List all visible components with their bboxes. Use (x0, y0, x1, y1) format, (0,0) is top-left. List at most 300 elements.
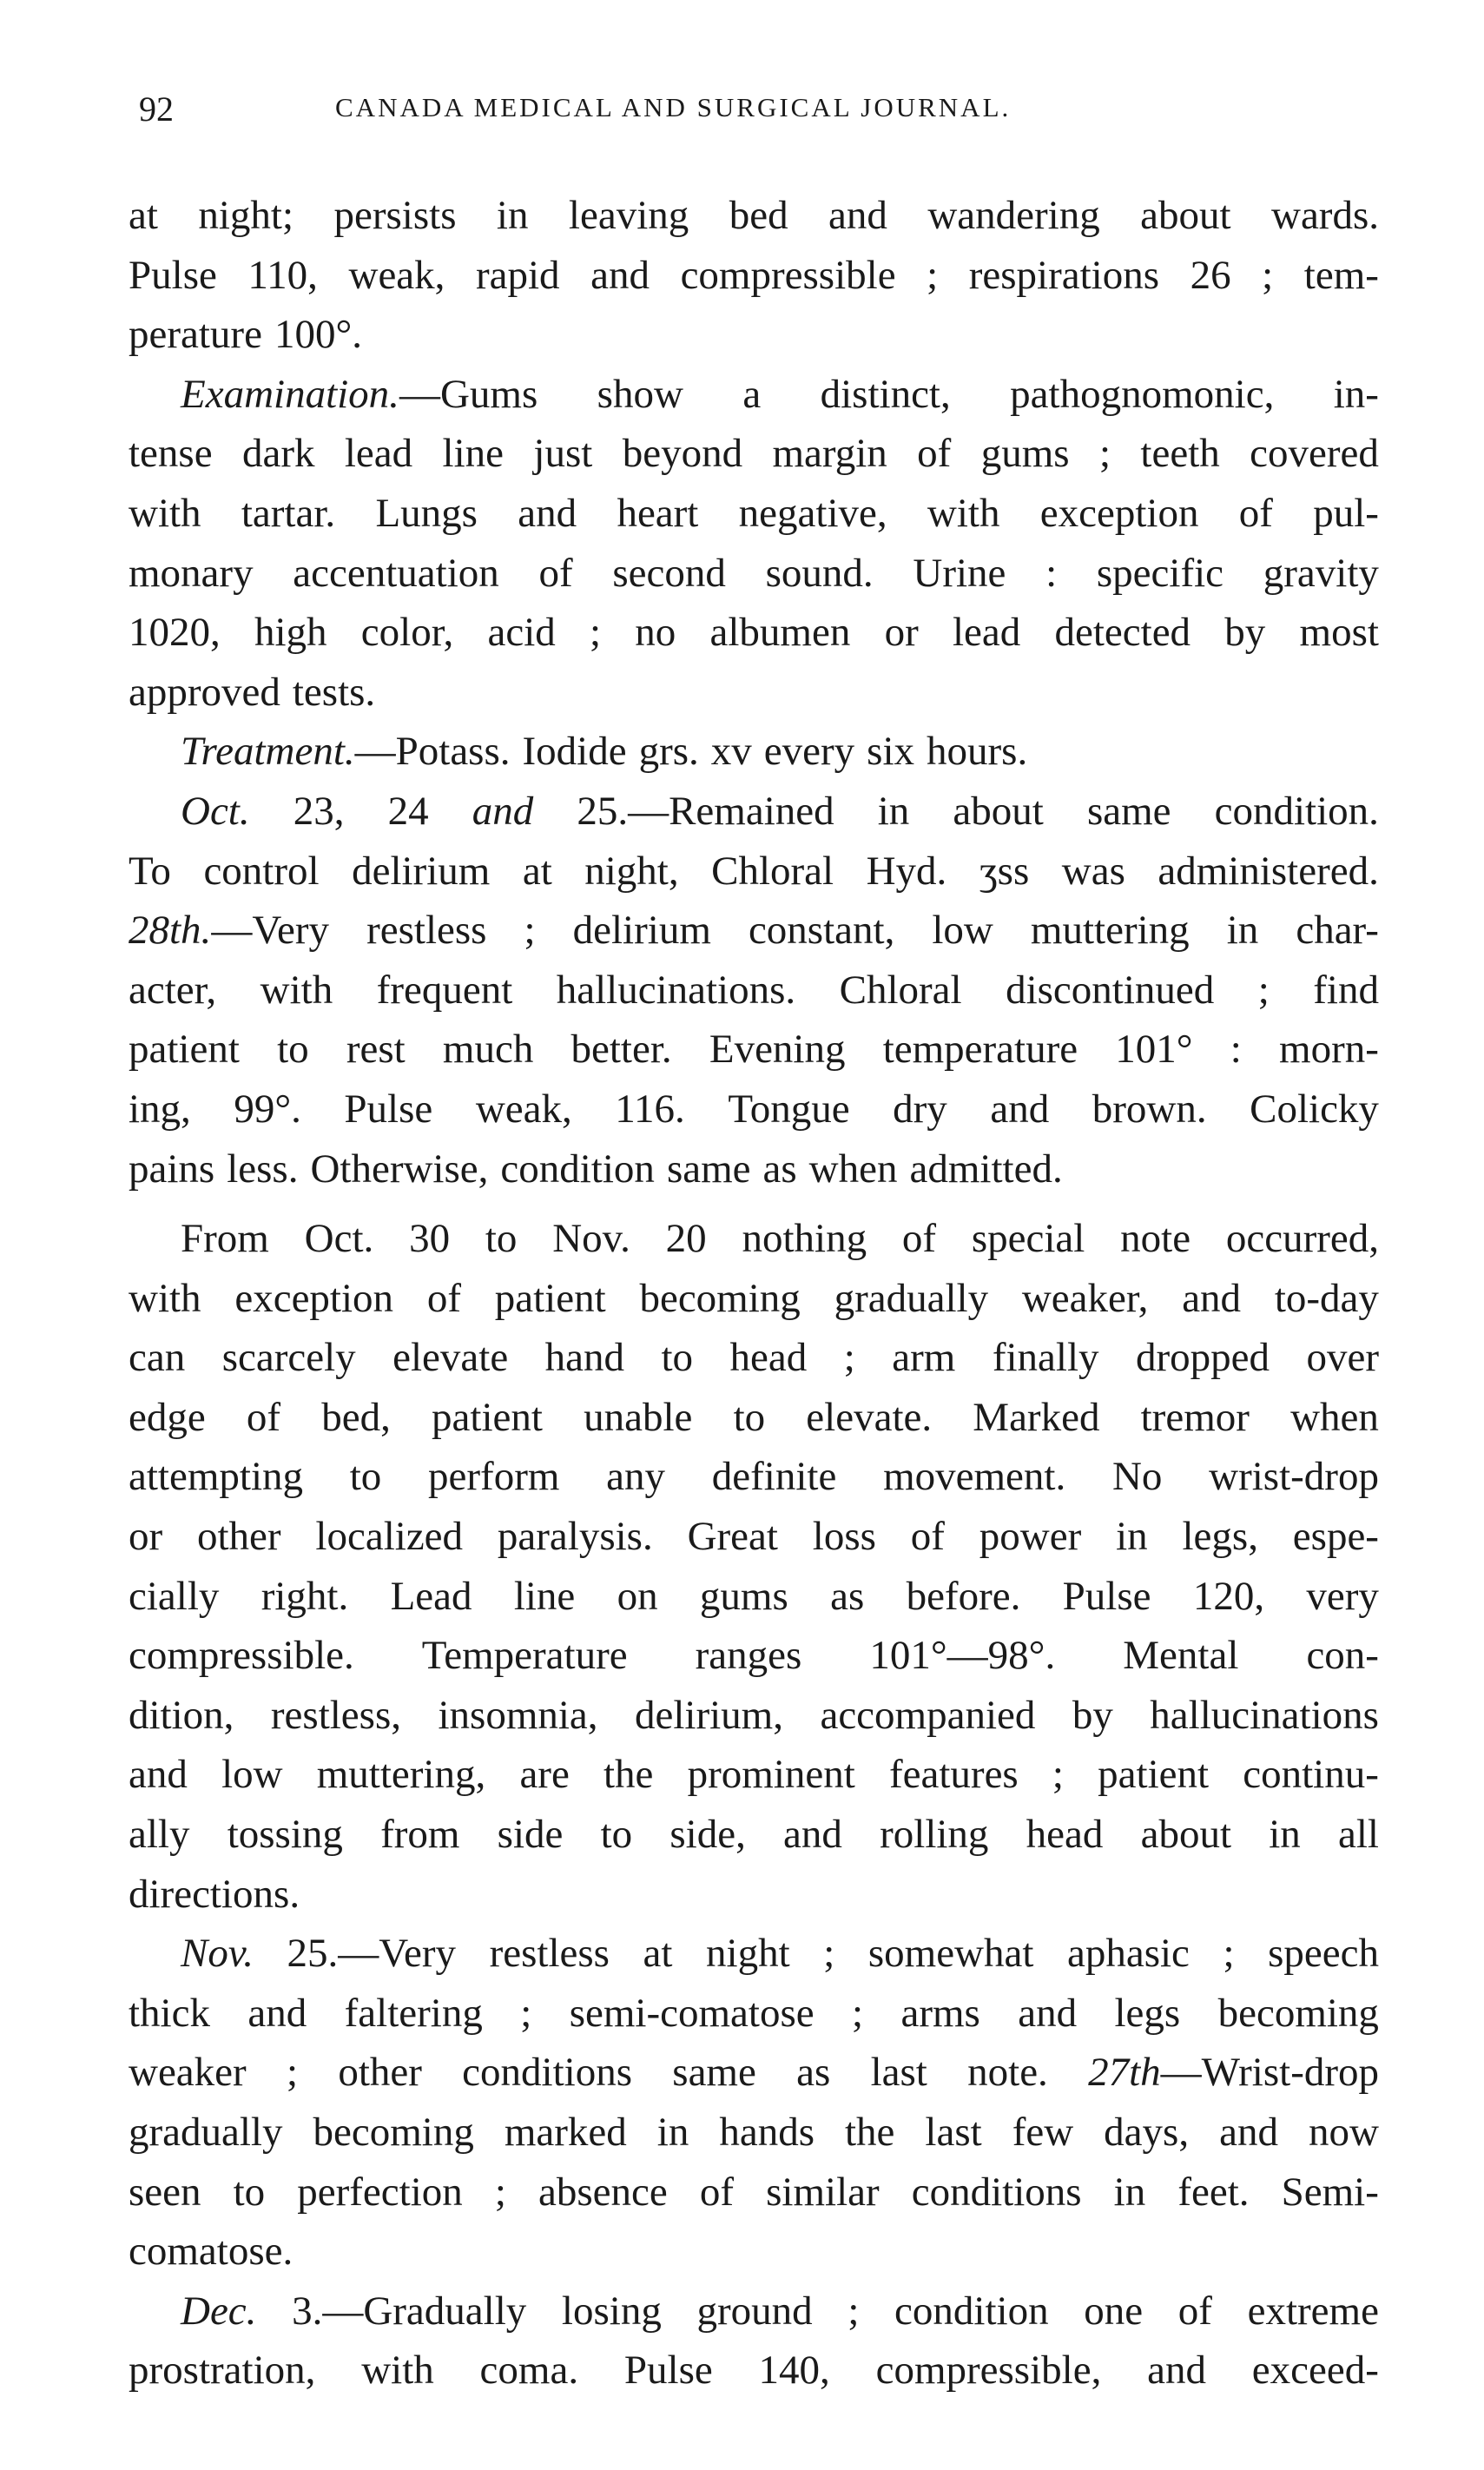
word: any (606, 1454, 666, 1500)
word: seen (129, 2169, 201, 2215)
word: as (796, 2050, 831, 2096)
word: negative, (738, 490, 887, 536)
word: xv (710, 729, 752, 775)
word: 24 (387, 788, 429, 834)
text-line (129, 1924, 1379, 1984)
text-line (129, 246, 1379, 306)
word: Treatment.—Potass. (181, 729, 511, 775)
word: to (233, 2169, 266, 2215)
word: temperature (882, 1027, 1078, 1073)
word: ground (696, 2288, 813, 2334)
word: arms (900, 1990, 980, 2036)
word: or (129, 1514, 163, 1560)
text-line (129, 1805, 1379, 1865)
word: or (884, 610, 919, 656)
word: in (1226, 908, 1259, 954)
word: six (867, 729, 915, 775)
word: dry (893, 1086, 947, 1132)
word: of (917, 431, 952, 477)
word: 99°. (234, 1086, 301, 1132)
word: edge (129, 1394, 206, 1440)
word: same (666, 1146, 751, 1192)
text-line (129, 2163, 1379, 2222)
word: sound. (765, 550, 874, 596)
word: at (643, 1931, 673, 1977)
word: char- (1296, 908, 1379, 954)
word: patient (129, 1027, 240, 1073)
word: respirations (968, 252, 1160, 298)
word: at (522, 848, 552, 894)
word: in (496, 193, 529, 238)
word: frequent (376, 967, 513, 1013)
word: tossing (227, 1812, 343, 1858)
word: thick (129, 1990, 210, 2036)
word: 23, (293, 788, 345, 834)
word: compressible (680, 252, 896, 298)
word: ; (589, 610, 602, 656)
word: Hyd. (866, 848, 947, 894)
word: occurred, (1225, 1216, 1379, 1262)
word: rapid (475, 252, 560, 298)
word: cially (129, 1573, 220, 1619)
word: delirium, (635, 1692, 783, 1738)
word: perature (129, 312, 262, 358)
word: to-day (1274, 1275, 1379, 1321)
word: 101° (1115, 1027, 1193, 1073)
word: to (733, 1394, 766, 1440)
text-line (129, 2103, 1379, 2163)
word: Mental (1123, 1633, 1239, 1679)
word: insomnia, (438, 1692, 598, 1738)
word: beyond (622, 431, 743, 477)
text-line (129, 1020, 1379, 1080)
word: one (1084, 2288, 1144, 2334)
word: less. (227, 1146, 299, 1192)
word: to (485, 1216, 518, 1262)
word: movement. (883, 1454, 1066, 1500)
word: covered (1250, 431, 1379, 477)
word: semi-comatose (569, 1990, 815, 2036)
word: to (600, 1812, 633, 1858)
word: hours. (927, 729, 1028, 775)
word: dark (241, 431, 315, 477)
word: delirium (352, 848, 491, 894)
word: paralysis. (497, 1514, 653, 1560)
word: note (1120, 1216, 1191, 1262)
word: somewhat (867, 1931, 1034, 1977)
text-line (129, 1447, 1379, 1507)
word: Tongue (728, 1086, 850, 1132)
word: 30 (409, 1216, 451, 1262)
word: marked (504, 2110, 627, 2155)
word: in (1113, 2169, 1146, 2215)
word: gums (980, 431, 1070, 477)
text-line (129, 1686, 1379, 1746)
text-line (129, 424, 1379, 484)
word: pul- (1313, 490, 1379, 536)
word: attempting (129, 1454, 304, 1500)
text-line (129, 365, 1379, 425)
word: and (1018, 1990, 1078, 2036)
word: feet. (1177, 2169, 1250, 2215)
word: rolling (880, 1812, 989, 1858)
word: other (338, 2050, 422, 2096)
word: condition (894, 2288, 1049, 2334)
word: hallucinations (1150, 1692, 1379, 1738)
word: pathognomonic, (1010, 371, 1275, 417)
text-line (129, 1865, 1379, 1925)
word: hand (544, 1335, 625, 1381)
word: localized (315, 1514, 464, 1560)
word: morn- (1279, 1027, 1379, 1073)
word: admitted. (909, 1146, 1063, 1192)
word: becoming (313, 2110, 474, 2155)
word: Temperature (421, 1633, 628, 1679)
word: and (990, 1086, 1050, 1132)
word: perfection (297, 2169, 463, 2215)
word: of (910, 1514, 945, 1560)
word: perform (428, 1454, 560, 1500)
word: Lead (390, 1573, 472, 1619)
word: of (426, 1275, 461, 1321)
word: 1020, (129, 610, 221, 656)
word: Great (687, 1514, 778, 1560)
word: 3.—Gradually (292, 2288, 527, 2334)
word: Oct. (181, 788, 250, 834)
word: Pulse (344, 1086, 433, 1132)
text-line (129, 1209, 1379, 1269)
word: margin (772, 431, 887, 477)
word: Chloral (711, 848, 834, 894)
word: color, (360, 610, 454, 656)
text-line (129, 186, 1379, 246)
word: Lungs (375, 490, 478, 536)
word: Marked (973, 1394, 1100, 1440)
text-line (129, 722, 1379, 782)
word: control (203, 848, 320, 894)
word: exceed- (1251, 2348, 1379, 2394)
word: wrist-drop (1209, 1454, 1379, 1500)
word: losing (561, 2288, 662, 2334)
word: ; (848, 2288, 860, 2334)
word: was (1061, 848, 1125, 894)
word: power (979, 1514, 1082, 1560)
word: accentuation (293, 550, 499, 596)
word: albumen (709, 610, 851, 656)
word: From (181, 1216, 269, 1262)
word: 28th.—Very (129, 908, 330, 954)
word: very (1306, 1573, 1379, 1619)
word: to (349, 1454, 382, 1500)
word: 120, (1192, 1573, 1265, 1619)
word: night, (584, 848, 679, 894)
word: weak, (475, 1086, 572, 1132)
word: wards. (1271, 193, 1379, 238)
word: weak, (348, 252, 445, 298)
word: Examination.—Gums (181, 371, 538, 417)
word: faltering (344, 1990, 483, 2036)
word: brown. (1092, 1086, 1207, 1132)
text-line (129, 1507, 1379, 1567)
word: ; (1262, 252, 1274, 298)
word: other (197, 1514, 281, 1560)
word: Pulse (1062, 1573, 1151, 1619)
word: finally (992, 1335, 1099, 1381)
word: are (519, 1752, 570, 1798)
word: Evening (709, 1027, 846, 1073)
text-line (129, 305, 1379, 365)
word: tremor (1140, 1394, 1250, 1440)
word: night; (198, 193, 294, 238)
word: with (361, 2348, 434, 2394)
word: weaker (129, 2050, 247, 2096)
text-line (129, 842, 1379, 901)
word: ; (1098, 431, 1111, 477)
journal-title: CANADA MEDICAL AND SURGICAL JOURNAL. (335, 92, 1012, 122)
word: by (1224, 610, 1266, 656)
word: in (1116, 1514, 1148, 1560)
word: head (1026, 1812, 1104, 1858)
text-line (129, 1745, 1379, 1805)
word: directions. (129, 1871, 300, 1917)
word: compressible. (129, 1633, 354, 1679)
word: specific (1096, 550, 1224, 596)
word: rest (346, 1027, 406, 1073)
word: all (1337, 1812, 1379, 1858)
word: Nov. (552, 1216, 630, 1262)
word: last (925, 2110, 982, 2155)
word: by (1072, 1692, 1113, 1738)
word: with (129, 490, 201, 536)
word: of (1238, 490, 1273, 536)
text-line (129, 1269, 1379, 1329)
word: and (518, 490, 577, 536)
word: patient (432, 1394, 543, 1440)
text-line (129, 2282, 1379, 2341)
word: of (246, 1394, 281, 1440)
word: the (603, 1752, 654, 1798)
text-line (129, 1626, 1379, 1686)
word: Semi- (1281, 2169, 1379, 2215)
word: and (1147, 2348, 1206, 2394)
word: night (706, 1931, 790, 1977)
word: exception (1039, 490, 1199, 536)
word: no (635, 610, 676, 656)
word: definite (711, 1454, 837, 1500)
word: features (888, 1752, 1019, 1798)
word: coma. (479, 2348, 579, 2394)
word: same (672, 2050, 756, 2096)
word: and (590, 252, 650, 298)
word: muttering, (316, 1752, 486, 1798)
word: prostration, (129, 2348, 316, 2394)
word: No (1111, 1454, 1163, 1500)
word: ally (129, 1812, 190, 1858)
word: gradually (834, 1275, 989, 1321)
word: ing, (129, 1086, 191, 1132)
word: 26 (1190, 252, 1231, 298)
word: nothing (742, 1216, 867, 1262)
word: better. (571, 1027, 672, 1073)
word: ; (852, 1990, 864, 2036)
word: 20 (665, 1216, 707, 1262)
word: ; (927, 252, 939, 298)
word: same (1086, 788, 1171, 834)
word: con- (1306, 1633, 1379, 1679)
word: every (763, 729, 855, 775)
word: as (762, 1146, 797, 1192)
word: lead (344, 431, 413, 477)
word: espe- (1292, 1514, 1379, 1560)
word: to (661, 1335, 694, 1381)
text-line (129, 961, 1379, 1020)
word: ʒss (979, 848, 1030, 894)
word: and (828, 193, 887, 238)
text-line (129, 901, 1379, 961)
word: 110, (247, 252, 318, 298)
word: restless (366, 908, 487, 954)
word: about (953, 788, 1044, 834)
word: as (830, 1573, 865, 1619)
word: heart (617, 490, 699, 536)
word: and (247, 1990, 307, 2036)
word: last (870, 2050, 927, 2096)
word: monary (129, 550, 254, 596)
word: most (1299, 610, 1379, 656)
word: administered. (1158, 848, 1379, 894)
word: prominent (687, 1752, 855, 1798)
word: Iodide (522, 729, 627, 775)
word: 101°—98°. (869, 1633, 1056, 1679)
word: side (497, 1812, 564, 1858)
word: about (1140, 193, 1231, 238)
word: and (1219, 2110, 1278, 2155)
word: tests. (292, 669, 376, 715)
word: just (533, 431, 593, 477)
word: Otherwise, (310, 1146, 489, 1192)
word: comatose. (129, 2229, 294, 2275)
word: about (1140, 1812, 1231, 1858)
text-line (129, 1080, 1379, 1139)
word: to (277, 1027, 309, 1073)
word: low (221, 1752, 283, 1798)
word: tartar. (241, 490, 336, 536)
word: Nov. (181, 1931, 254, 1977)
text-line (129, 1328, 1379, 1388)
word: note. (967, 2050, 1048, 2096)
text-line (129, 2341, 1379, 2401)
word: 25.—Very (287, 1931, 457, 1977)
word: and (472, 788, 534, 834)
word: second (612, 550, 726, 596)
word: 140, (758, 2348, 830, 2394)
word: high (254, 610, 327, 656)
word: becoming (639, 1275, 801, 1321)
word: legs, (1182, 1514, 1258, 1560)
word: a (742, 371, 762, 417)
text-line (129, 1388, 1379, 1448)
text-line (129, 2222, 1379, 2282)
word: when (1290, 1394, 1379, 1440)
word: discontinued (1006, 967, 1215, 1013)
word: conditions (462, 2050, 632, 2096)
word: line (442, 431, 505, 477)
word: Pulse (129, 252, 217, 298)
word: To (129, 848, 171, 894)
word: arm (892, 1335, 956, 1381)
word: in- (1333, 371, 1379, 417)
text-line (129, 484, 1379, 544)
word: scarcely (221, 1335, 356, 1381)
word: leaving (568, 193, 689, 238)
word: accompanied (820, 1692, 1036, 1738)
word: with (129, 1275, 201, 1321)
word: Urine (913, 550, 1006, 596)
word: gums (699, 1573, 788, 1619)
word: teeth (1140, 431, 1220, 477)
word: in (656, 2110, 689, 2155)
word: compressible, (875, 2348, 1102, 2394)
word: of (538, 550, 573, 596)
word: persists (333, 193, 457, 238)
word: : (1045, 550, 1058, 596)
word: of (699, 2169, 735, 2215)
text-line (129, 603, 1379, 663)
page-number: 92 (139, 89, 174, 129)
word: acter, (129, 967, 217, 1013)
word: head (729, 1335, 808, 1381)
document-page (129, 83, 1379, 2401)
word: legs (1114, 1990, 1181, 2036)
word: restless, (270, 1692, 402, 1738)
word: Colicky (1250, 1086, 1379, 1132)
word: : (1230, 1027, 1242, 1073)
word: and (1182, 1275, 1242, 1321)
word: 100°. (274, 312, 362, 358)
word: ; (524, 908, 536, 954)
word: line (513, 1573, 576, 1619)
word: bed, (321, 1394, 391, 1440)
word: tem- (1303, 252, 1379, 298)
word: side, (669, 1812, 746, 1858)
word: right. (261, 1573, 349, 1619)
word: weaker, (1021, 1275, 1149, 1321)
word: wandering (927, 193, 1100, 238)
word: low (932, 908, 993, 954)
word: ranges (695, 1633, 802, 1679)
word: exception (234, 1275, 394, 1321)
text-line (129, 1139, 1379, 1199)
word: bed (729, 193, 788, 238)
word: distinct, (820, 371, 951, 417)
text-line (129, 663, 1379, 723)
word: and (129, 1752, 188, 1798)
word: absence (538, 2169, 668, 2215)
word: ; (520, 1990, 532, 2036)
word: of (1177, 2288, 1212, 2334)
word: dition, (129, 1692, 234, 1738)
body-text (129, 186, 1379, 2401)
word: of (901, 1216, 937, 1262)
word: restless (489, 1931, 610, 1977)
word: 27th—Wrist-drop (1088, 2050, 1379, 2096)
word: from (380, 1812, 460, 1858)
text-line (129, 2043, 1379, 2103)
word: before. (906, 1573, 1021, 1619)
word: the (845, 2110, 895, 2155)
word: ; (1257, 967, 1270, 1013)
word: delirium (572, 908, 711, 954)
